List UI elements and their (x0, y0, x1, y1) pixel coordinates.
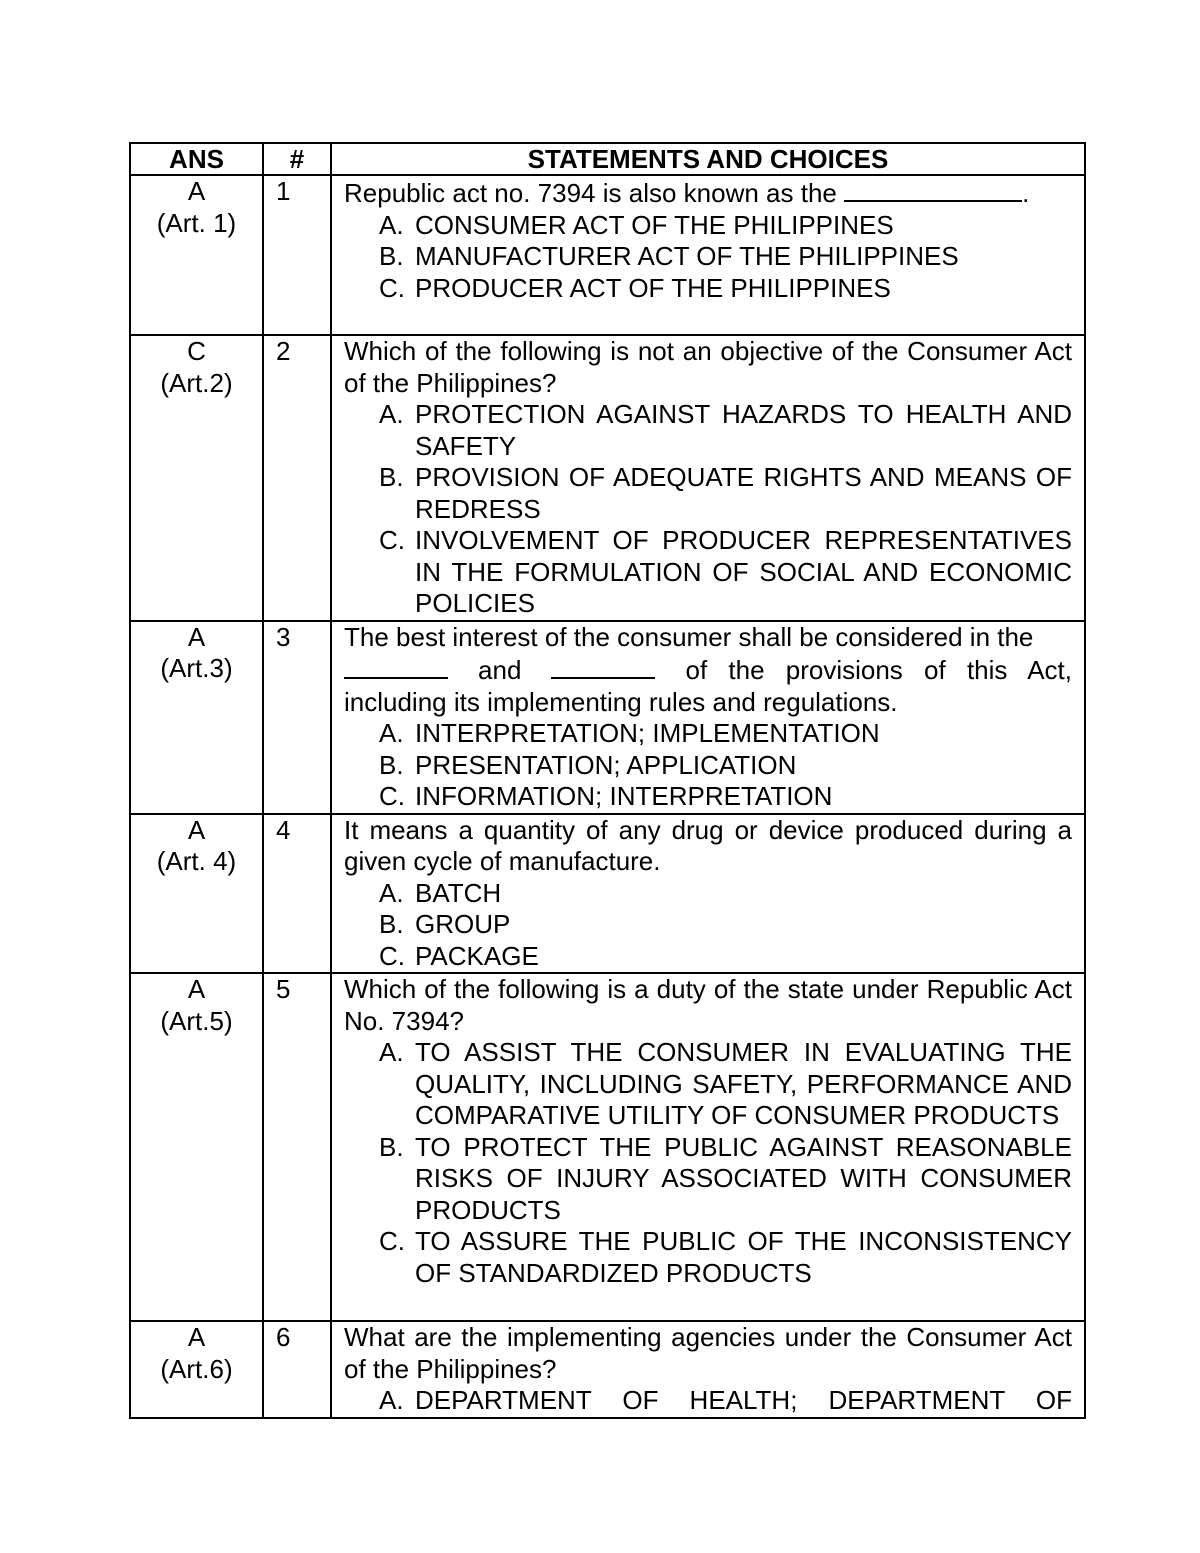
choice-text: INTERPRETATION; IMPLEMENTATION (415, 718, 880, 748)
article-ref: (Art.3) (160, 653, 233, 683)
choice-letter: A. (379, 1037, 404, 1067)
table-row (130, 335, 1085, 621)
header-ans: ANS (130, 143, 263, 175)
choice-letter: B. (379, 1131, 404, 1162)
choice-item (344, 210, 1072, 242)
answer-letter: A (187, 1322, 206, 1352)
choice-item (344, 399, 1072, 462)
choice-list (344, 718, 1072, 813)
choice-item (344, 750, 1072, 782)
header-statements: STATEMENTS AND CHOICES (331, 143, 1085, 175)
choice-item (344, 878, 1072, 910)
choice-text: TO ASSURE THE PUBLIC OF THE INCONSISTENCY OF STANDARDIZED PRODUCTS (415, 1226, 1072, 1288)
table-row (130, 1321, 1085, 1418)
choice-item (344, 462, 1072, 525)
choice-text: PROTECTION AGAINST HAZARDS TO HEALTH AND SAFETY (415, 399, 1072, 461)
fill-blank (344, 653, 448, 679)
article-ref: (Art. 4) (156, 846, 237, 876)
fill-blank (844, 176, 1022, 202)
choice-item (344, 718, 1072, 750)
fill-blank (551, 653, 655, 679)
answer-cell (130, 175, 263, 335)
choice-text: DEPARTMENT OF HEALTH; DEPARTMENT OF (415, 1385, 1072, 1415)
choice-item (344, 1226, 1072, 1289)
choice-text: PRESENTATION; APPLICATION (415, 749, 797, 780)
question-word: and (478, 655, 522, 685)
choice-letter: A. (379, 877, 404, 908)
choice-text: GROUP (415, 909, 511, 939)
choice-letter: C. (379, 940, 405, 971)
question-number: 6 (263, 1321, 331, 1418)
question-text: Which of the following is not an objective of the Consumer Act of the Philippines? (344, 336, 1072, 398)
choice-item (344, 909, 1072, 941)
choice-letter: B. (379, 241, 404, 271)
choice-item (344, 781, 1072, 813)
answer-letter: A (187, 814, 206, 845)
statement-cell (331, 335, 1085, 621)
question-number: 2 (263, 335, 331, 621)
choice-text: PACKAGE (415, 940, 539, 971)
statement-cell (331, 175, 1085, 335)
choice-text: MANUFACTURER ACT OF THE PHILIPPINES (415, 241, 959, 271)
choice-text: TO ASSIST THE CONSUMER IN EVALUATING THE QUALITY, INCLUDING SAFETY, PERFORMANCE AND COMPARATIVE UTILITY OF CONSUMER PRODUCTS (415, 1037, 1072, 1130)
answer-cell (130, 1321, 263, 1418)
question-line: including its implementing rules and regulations. (344, 686, 898, 717)
choice-letter: B. (379, 462, 404, 492)
choice-list (344, 210, 1072, 305)
choice-letter: C. (379, 1226, 405, 1256)
choice-item (344, 241, 1072, 273)
question-word: of the provisions of this Act, (685, 655, 1072, 685)
question-text (344, 176, 1072, 210)
choice-letter: A. (379, 209, 404, 240)
article-ref: (Art.6) (160, 1353, 233, 1384)
statement-cell (331, 973, 1085, 1321)
table-header-row (130, 143, 1085, 175)
answer-key-table (129, 142, 1086, 1419)
question-text: It means a quantity of any drug or device produced during a given cycle of manufacture. (344, 814, 1072, 876)
answer-cell (130, 973, 263, 1321)
choice-text: PRODUCER ACT OF THE PHILIPPINES (415, 272, 891, 303)
article-ref: (Art. 1) (156, 207, 237, 238)
question-line: The best interest of the consumer shall be considered in the (344, 621, 1034, 652)
header-number: # (263, 143, 331, 175)
table-row (130, 621, 1085, 814)
statement-cell (331, 1321, 1085, 1418)
choice-text: CONSUMER ACT OF THE PHILIPPINES (415, 209, 894, 240)
choice-text: INFORMATION; INTERPRETATION (415, 781, 833, 811)
choice-letter: C. (379, 525, 405, 555)
choice-item (344, 1132, 1072, 1227)
answer-letter: A (187, 621, 206, 652)
choice-text: PROVISION OF ADEQUATE RIGHTS AND MEANS OF REDRESS (415, 462, 1072, 524)
statement-cell (331, 621, 1085, 814)
answer-letter: A (187, 974, 206, 1004)
question-text: Which of the following is a duty of the state under Republic Act No. 7394? (344, 974, 1072, 1036)
table-row (130, 175, 1085, 335)
choice-letter: A. (379, 399, 404, 429)
choice-list (344, 1385, 1072, 1417)
question-number: 3 (263, 621, 331, 814)
answer-cell (130, 621, 263, 814)
choice-letter: B. (379, 909, 404, 939)
choice-item (344, 525, 1072, 620)
question-number: 1 (263, 175, 331, 335)
choice-letter: C. (379, 781, 405, 811)
choice-letter: A. (379, 718, 404, 748)
answer-cell (130, 814, 263, 974)
question-number: 5 (263, 973, 331, 1321)
choice-list (344, 1037, 1072, 1289)
choice-item (344, 273, 1072, 305)
statement-cell (331, 814, 1085, 974)
question-text-part: Republic act no. 7394 is also known as the (344, 178, 837, 208)
answer-letter: A (187, 176, 206, 206)
choice-list (344, 399, 1072, 620)
question-text-end: . (1022, 178, 1030, 208)
table-row (130, 973, 1085, 1321)
answer-cell (130, 335, 263, 621)
choice-text: INVOLVEMENT OF PRODUCER REPRESENTATIVES IN THE FORMULATION OF SOCIAL AND ECONOMIC POLICIES (415, 525, 1072, 618)
question-text: What are the implementing agencies under the Consumer Act of the Philippines? (344, 1322, 1072, 1384)
choice-item (344, 1385, 1072, 1417)
choice-item (344, 1037, 1072, 1132)
choice-letter: B. (379, 749, 404, 780)
article-ref: (Art.5) (160, 1005, 233, 1036)
choice-list (344, 878, 1072, 973)
question-text (344, 622, 1072, 719)
choice-text: TO PROTECT THE PUBLIC AGAINST REASONABLE RISKS OF INJURY ASSOCIATED WITH CONSUMER PRODUCTS (415, 1131, 1072, 1225)
article-ref: (Art.2) (160, 367, 233, 398)
choice-letter: A. (379, 1385, 404, 1415)
choice-text: BATCH (415, 877, 502, 908)
question-line (344, 653, 1072, 687)
choice-item (344, 941, 1072, 973)
table-row (130, 814, 1085, 974)
choice-letter: C. (379, 272, 405, 303)
question-number: 4 (263, 814, 331, 974)
answer-letter: C (187, 336, 206, 366)
